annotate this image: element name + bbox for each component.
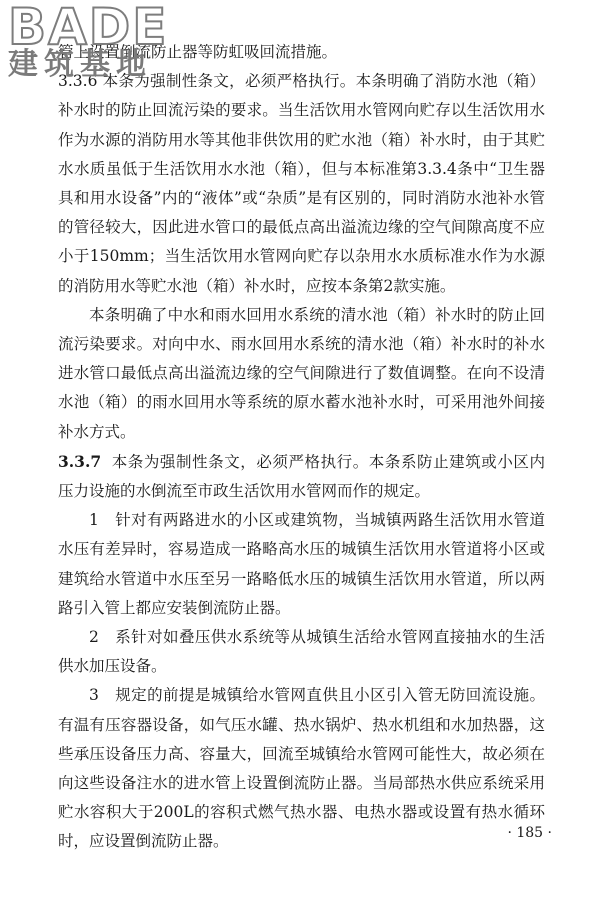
bade-watermark-logo [8, 2, 168, 80]
watermark-latin-text: BADE [8, 0, 169, 56]
paragraph-continuation: 管上设置倒流防止器等防虹吸回流措施。 [58, 43, 338, 61]
clause-text: 本条为强制性条文，必须严格执行。本条系防止建筑或小区内压力设施的水倒流至市政生活饮用水管网而作的规定。 [58, 452, 545, 501]
paragraph-item-2: 2 系针对如叠压供水系统等从城镇生活给水管网直接抽水的生活供水加压设备。 [58, 628, 545, 676]
watermark-cjk-text: 建筑基地 [8, 47, 152, 82]
page-body [58, 38, 545, 857]
paragraph-clause-3-3-7 [58, 447, 545, 506]
paragraph-item-1: 1 针对有两路进水的小区或建筑物，当城镇两路生活饮用水管道水压有差异时，容易造成一路略高水压的城镇生活饮用水管道将小区或建筑给水管道中水压至另一路略低水压的城镇生活饮用水管道，所以两路引入管上都应安装倒流防止器。 [58, 511, 545, 617]
paragraph-clause-3-3-6: 3.3.6 本条为强制性条文，必须严格执行。本条明确了消防水池（箱）补水时的防止回流污染的要求。当生活饮用水管网向贮存以生活饮用水作为水源的消防用水等其他非供饮用的贮水池（箱）补水时，由于其贮水水质虽低于生活饮用水水池（箱），但与本标准第3.3.4条中“卫生器具和用水设备”内的“液体”或“杂质”是有区别的，同时消防水池补水管的管径较大，因此进水管口的最低点高出溢流边缘的空气间隙高度不应小于150mm；当生活饮用水管网向贮存以杂用水水质标准水作为水源的消防用水等贮水池（箱）补水时，应按本条第2款实施。 [58, 72, 545, 295]
clause-number: 3.3.7 [58, 451, 102, 471]
paragraph-item-3: 3 规定的前提是城镇给水管网直供且小区引入管无防回流设施。有温有压容器设备，如气压水罐、热水锅炉、热水机组和水加热器，这些承压设备压力高、容量大，回流至城镇给水管网可能性大，故必须在向这些设备注水的进水管上设置倒流防止器。当局部热水供应系统采用贮水容积大于200L的容积式燃气热水器、电热水器或设置有热水循环时，应设置倒流防止器。 [58, 686, 545, 851]
paragraph-reclaimed-water: 本条明确了中水和雨水回用水系统的清水池（箱）补水时的防止回流污染要求。对向中水、雨水回用水系统的清水池（箱）补水时的补水进水管口最低点高出溢流边缘的空气间隙进行了数值调整。在向不设清水池（箱）的雨水回用水等系统的原水蓄水池补水时，可采用池外间接补水方式。 [58, 305, 545, 441]
page-number: · 185 · [507, 825, 552, 841]
